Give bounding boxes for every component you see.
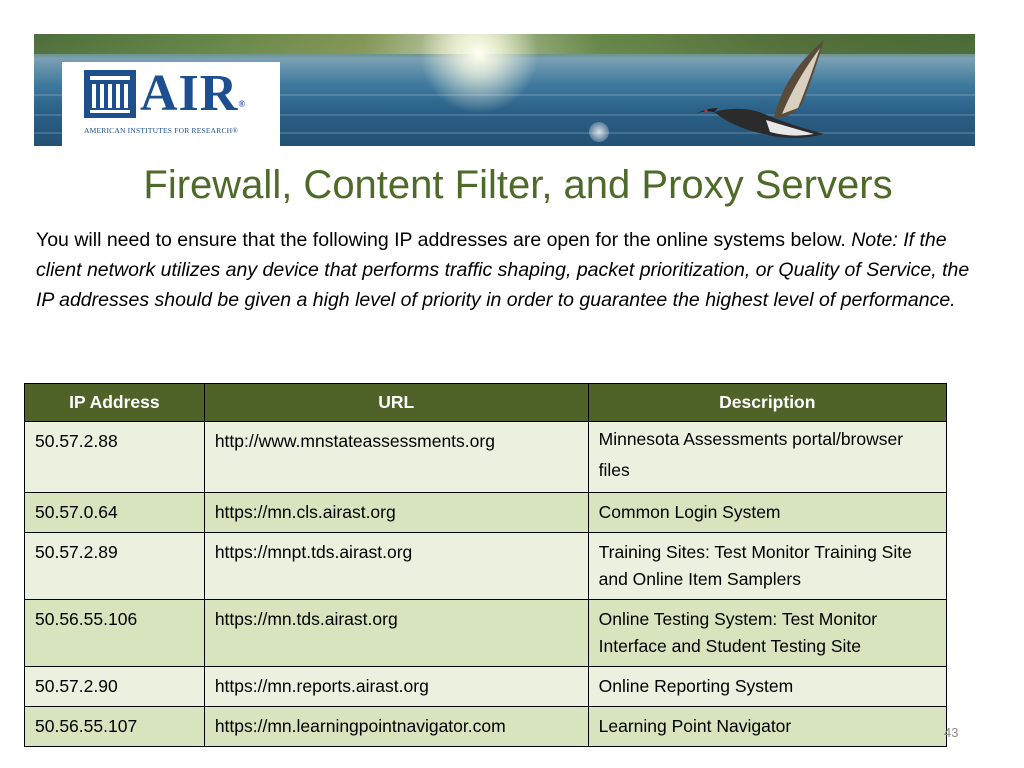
cell-description: Common Login System [588, 493, 946, 533]
intro-note: Note: If the client network utilizes any device that performs traffic shaping, packet prioritization, or Quality of Service, the IP addresses should be given a high level of priority in order to guarantee the highest level of performance. [36, 229, 970, 311]
cell-ip: 50.57.2.88 [25, 422, 205, 493]
table-row [25, 493, 947, 533]
page-number: 43 [944, 725, 959, 740]
cell-url: https://mn.cls.airast.org [204, 493, 588, 533]
loon-bird-icon [674, 34, 874, 146]
cell-url: https://mn.tds.airast.org [204, 600, 588, 667]
lens-flare [589, 122, 609, 142]
cell-description: Learning Point Navigator [588, 707, 946, 747]
sun-glare [419, 34, 539, 114]
cell-url: https://mnpt.tds.airast.org [204, 533, 588, 600]
ip-address-table [24, 383, 947, 747]
registered-mark: ® [238, 99, 247, 109]
air-logo [62, 62, 280, 146]
cell-ip: 50.57.2.90 [25, 667, 205, 707]
intro-lead: You will need to ensure that the following IP addresses are open for the online systems below. [36, 229, 846, 251]
cell-url: http://www.mnstateassessments.org [204, 422, 588, 493]
cell-ip: 50.56.55.107 [25, 707, 205, 747]
header-ip-address: IP Address [25, 384, 205, 422]
table-row [25, 422, 947, 493]
table-row [25, 533, 947, 600]
cell-description: Online Testing System: Test Monitor Interface and Student Testing Site [588, 600, 946, 667]
cell-description: Training Sites: Test Monitor Training Site and Online Item Samplers [588, 533, 946, 600]
table-header-row [25, 384, 947, 422]
table-row [25, 600, 947, 667]
cell-ip: 50.56.55.106 [25, 600, 205, 667]
table-row [25, 707, 947, 747]
air-wordmark: AIR [140, 65, 239, 122]
cell-ip: 50.57.0.64 [25, 493, 205, 533]
table-row [25, 667, 947, 707]
cell-ip: 50.57.2.89 [25, 533, 205, 600]
header-url: URL [204, 384, 588, 422]
intro-paragraph [36, 225, 986, 315]
cell-url: https://mn.reports.airast.org [204, 667, 588, 707]
slide-title: Firewall, Content Filter, and Proxy Servers [143, 163, 893, 207]
air-logo-subtitle: AMERICAN INSTITUTES FOR RESEARCH® [84, 126, 239, 135]
cell-description: Online Reporting System [588, 667, 946, 707]
cell-description: Minnesota Assessments portal/browser files [588, 422, 946, 493]
header-description: Description [588, 384, 946, 422]
cell-url: https://mn.learningpointnavigator.com [204, 707, 588, 747]
air-logo-text [140, 64, 246, 124]
air-columns-icon [84, 70, 136, 118]
